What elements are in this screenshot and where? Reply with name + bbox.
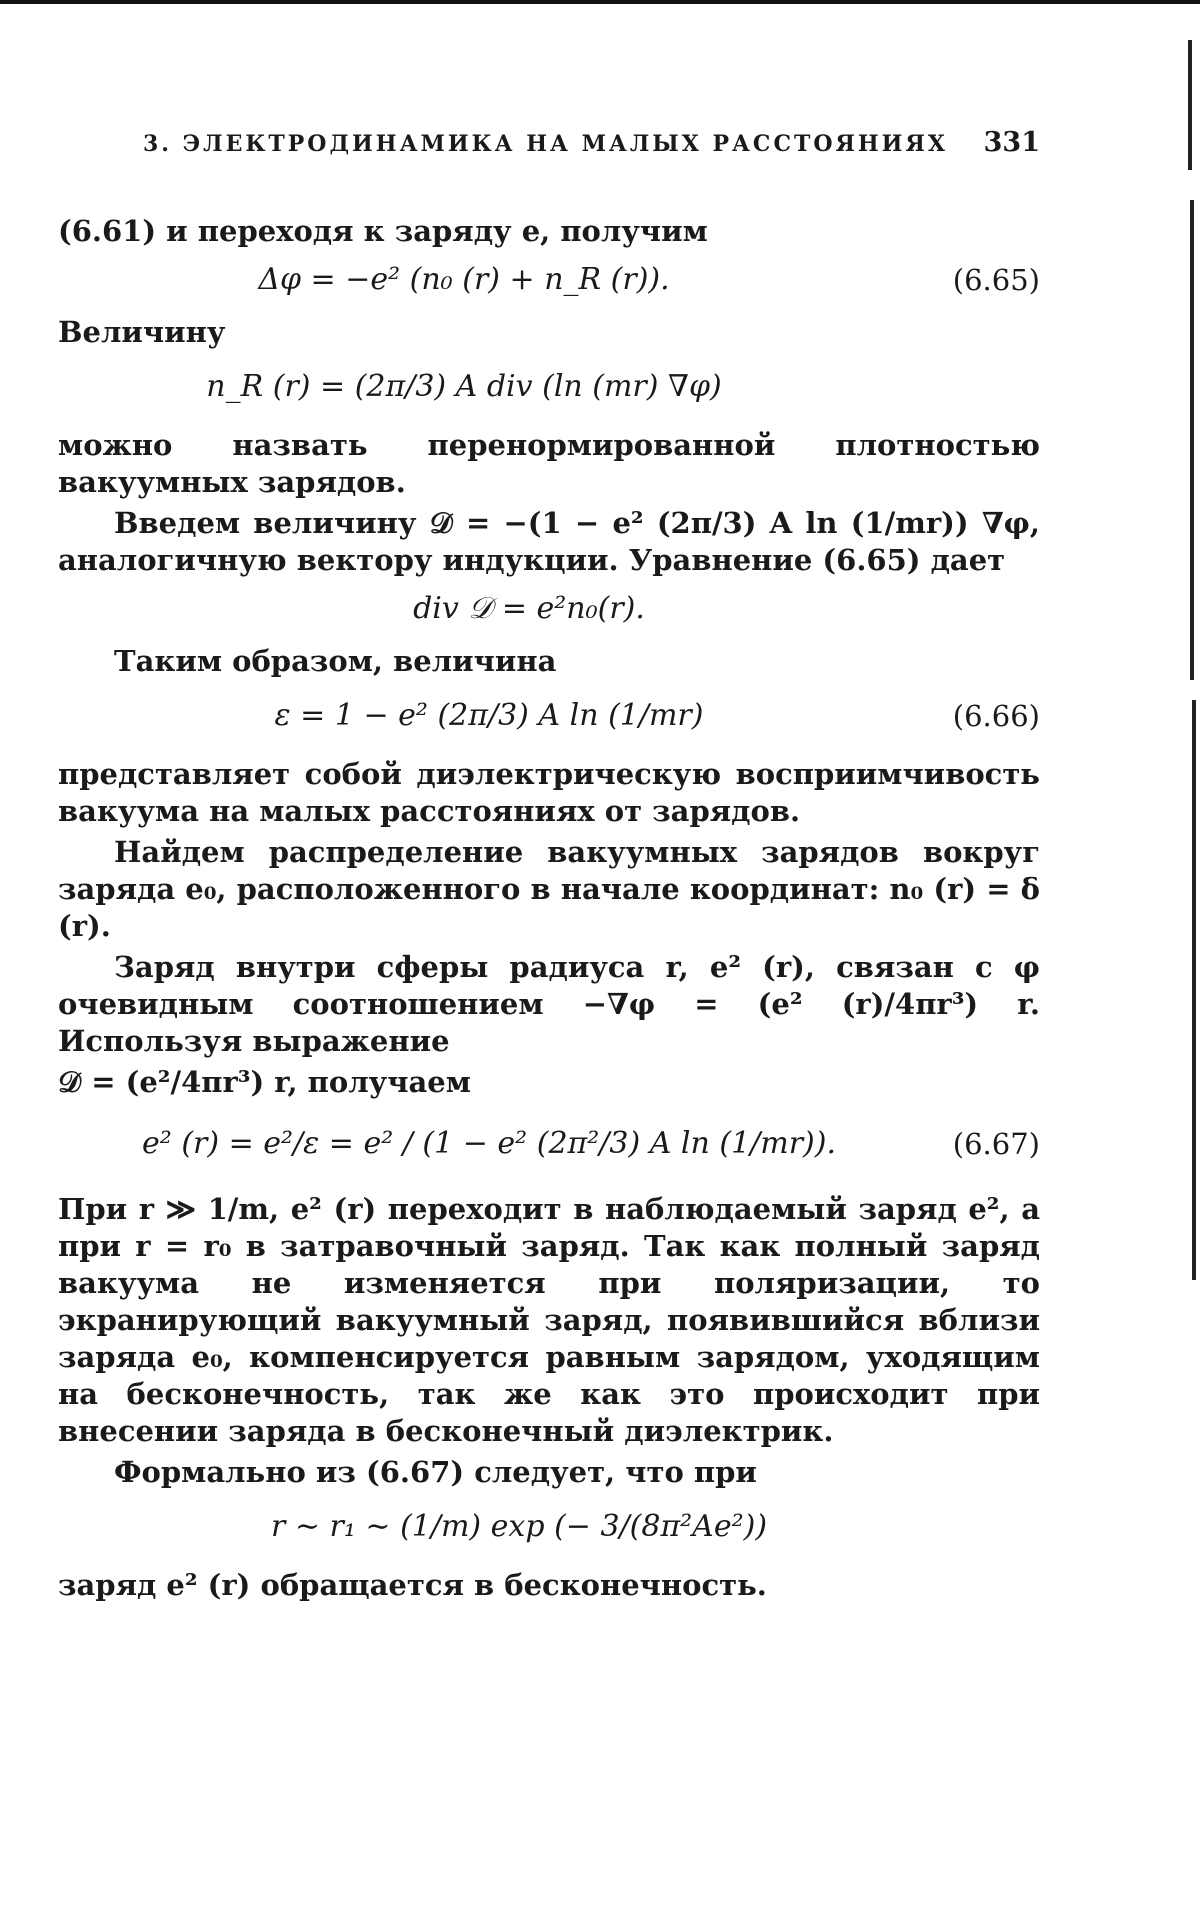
paragraph: При r ≫ 1/m, e² (r) переходит в наблюдаемый заряд e², а при r = r₀ в затравочный заряд. Так как полный заряд вакуума не изменяется при поляризации, то экранирующий вакуумный заряд, появившийся вблизи заряда e₀, компенсируется равным зарядом, уходящим на бесконечность, так же как это происходит при внесении заряда в бесконечный диэлектрик. xyxy=(58,1192,1040,1448)
paragraph: Введем величину 𝒟 = −(1 − e² (2π/3) A ln (1/mr)) ∇φ, аналогичную вектору индукции. Уравнение (6.65) дает xyxy=(58,506,1040,577)
paragraph: Заряд внутри сферы радиуса r, e² (r), связан с φ очевидным соотношением −∇φ = (e² (r)/4πr³) r. Используя выражение xyxy=(58,950,1040,1058)
equation-r1 xyxy=(58,1499,1040,1555)
equation-expression: Δφ = −e² (n₀ (r) + n_R (r)). xyxy=(258,262,670,297)
equation-expression: div 𝒟 = e²n₀(r). xyxy=(413,591,645,626)
scan-edge-mark xyxy=(1190,200,1194,680)
paragraph: Таким образом, величина xyxy=(114,644,557,678)
paragraph: Найдем распределение вакуумных зарядов вокруг заряда e₀, расположенного в начале координат: n₀ (r) = δ (r). xyxy=(58,835,1040,943)
equation-expression: e² (r) = e²/ε = e² / (1 − e² (2π²/3) A ln (1/mr)). xyxy=(142,1126,836,1161)
equation-6-67 xyxy=(58,1109,1040,1179)
scan-edge-mark xyxy=(1192,700,1196,1280)
equation-number: (6.66) xyxy=(952,699,1040,733)
paragraph: 𝒟 = (e²/4πr³) r, получаем xyxy=(58,1065,471,1099)
equation-number: (6.65) xyxy=(952,263,1040,297)
paragraph: можно назвать перенормированной плотностью вакуумных зарядов. xyxy=(58,428,1040,499)
paragraph: заряд e² (r) обращается в бесконечность. xyxy=(58,1568,767,1602)
paragraph: Формально из (6.67) следует, что при xyxy=(114,1455,757,1489)
paragraph: Величину xyxy=(58,315,226,349)
equation-6-66 xyxy=(58,688,1040,744)
equation-number: (6.67) xyxy=(952,1127,1040,1161)
book-page xyxy=(58,125,1040,1608)
scan-top-border xyxy=(0,0,1200,4)
scan-edge-mark xyxy=(1188,40,1192,170)
equation-expression: r ∼ r₁ ∼ (1/m) exp (− 3/(8π²Ae²)) xyxy=(270,1509,768,1544)
page-header xyxy=(58,125,1040,165)
equation-expression: ε = 1 − e² (2π/3) A ln (1/mr) xyxy=(274,698,704,733)
equation-div-d xyxy=(58,587,1040,631)
equation-expression: n_R (r) = (2π/3) A div (ln (mr) ∇φ) xyxy=(206,369,722,404)
equation-vacuum-density xyxy=(58,359,1040,415)
equation-6-65 xyxy=(58,258,1040,302)
paragraph: представляет собой диэлектрическую восприимчивость вакуума на малых расстояниях от зарядов. xyxy=(58,757,1040,828)
page-number: 331 xyxy=(983,127,1040,158)
running-head: 3. ЭЛЕКТРОДИНАМИКА НА МАЛЫХ РАССТОЯНИЯХ xyxy=(143,131,948,157)
paragraph: (6.61) и переходя к заряду e, получим xyxy=(58,214,708,248)
